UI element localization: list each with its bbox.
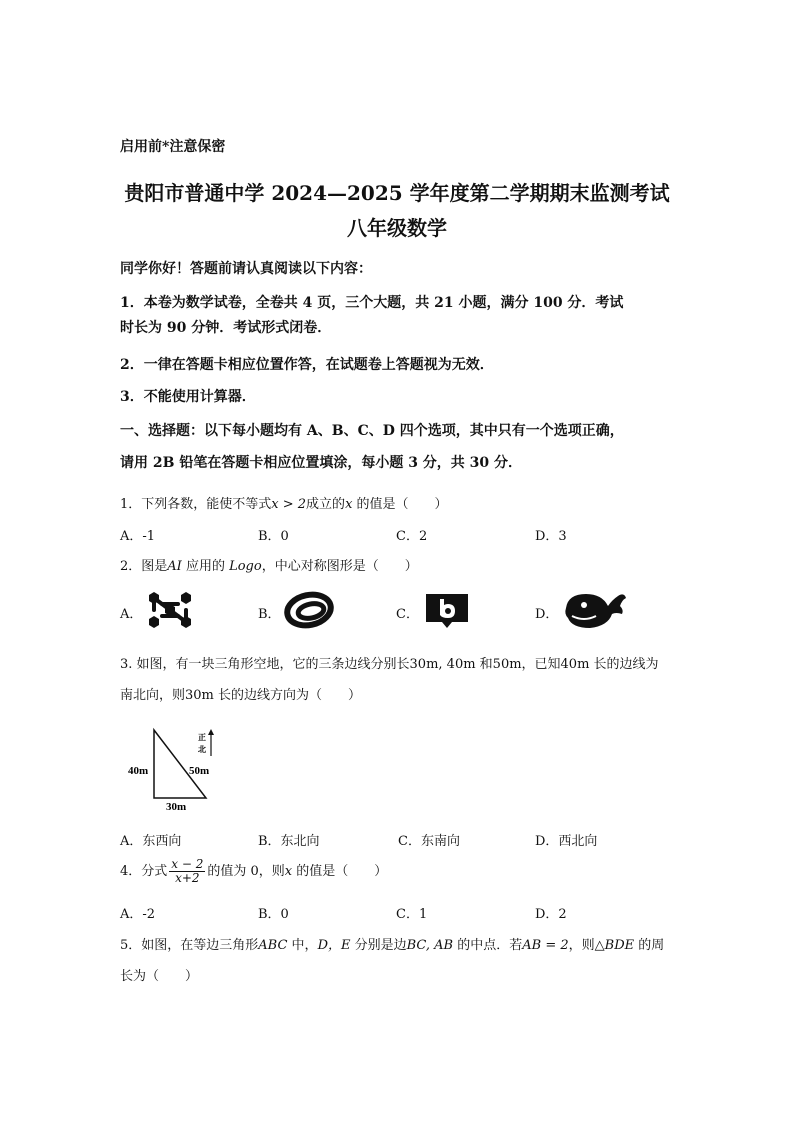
- q1-option-c: C．2: [396, 529, 428, 544]
- q5-suffix: 的周: [634, 938, 665, 953]
- q1-prefix: 1．下列各数，能使不等式: [120, 497, 272, 512]
- q3-option-a: A．东西向: [120, 834, 182, 849]
- q5-points: D，E: [317, 938, 351, 953]
- q2-suffix: ，中心对称图形是（ ）: [261, 559, 418, 574]
- q4-var: x: [284, 864, 293, 879]
- q2-prefix: 2．图是: [120, 559, 168, 574]
- fig-label-30m: 30m: [166, 801, 187, 813]
- triangle-field-figure: [126, 722, 226, 814]
- q1-mid: 成立的: [306, 497, 346, 512]
- question-3-line2: 南北向，则30m 长的边线方向为（ ）: [120, 688, 362, 703]
- question-3-line1: 3. 如图，有一块三角形空地，它的三条边线分别长30m, 40m 和50m，已知40m 长的边线为: [120, 657, 659, 672]
- q1-suffix: 的值是（ ）: [352, 497, 448, 512]
- q5-prefix: 5．如图，在等边三角形: [120, 938, 259, 953]
- q2-logo: Logo: [229, 559, 262, 574]
- q4-mid: 的值为 0，则: [207, 864, 285, 879]
- fig-label-bei: 北: [198, 745, 206, 754]
- question-4: [120, 858, 387, 885]
- q4-prefix: 4．分式: [120, 864, 168, 879]
- q4-option-b: B．0: [258, 907, 289, 922]
- q3-option-d: D．西北向: [535, 834, 598, 849]
- fig-label-40m: 40m: [128, 765, 149, 777]
- q2-mid: 应用的: [181, 559, 230, 574]
- q1-option-a: A．-1: [120, 529, 156, 544]
- q4-denominator: x+2: [175, 871, 200, 885]
- q4-suffix: 的值是（ ）: [292, 864, 388, 879]
- whale-logo-icon: [562, 588, 628, 632]
- q1-option-b: B．0: [258, 529, 289, 544]
- question-2: [120, 555, 418, 574]
- fig-label-50m: 50m: [189, 765, 210, 777]
- q5-triangle: ABC: [258, 938, 288, 953]
- q5-mid4: ，则: [568, 938, 595, 953]
- q4-option-d: D．2: [535, 907, 567, 922]
- section1-heading-line1: 一、选择题：以下每小题均有 A、B、C、D 四个选项，其中只有一个选项正确，: [120, 423, 624, 439]
- q2-option-c-label: C．: [396, 607, 419, 622]
- north-arrowhead-icon: [208, 729, 214, 735]
- question-5-line1: [120, 934, 664, 953]
- q4-numerator: x − 2: [171, 857, 204, 871]
- q2-option-d-label: D．: [535, 607, 559, 622]
- question-1: [120, 493, 448, 512]
- exam-title: 贵阳市普通中学 2024—2025 学年度第二学期期末监测考试: [124, 181, 670, 205]
- network-logo-icon: [146, 590, 194, 630]
- q2-ai: AI: [167, 559, 182, 574]
- q5-condition: AB = 2: [522, 938, 569, 953]
- instruction-1-line1: 1．本卷为数学试卷，全卷共 4 页，三个大题，共 21 小题，满分 100 分．考试: [120, 295, 624, 311]
- instruction-3: 3．不能使用计算器．: [120, 389, 256, 405]
- instruction-1-line2: 时长为 90 分钟．考试形式闭卷．: [120, 320, 332, 336]
- q5-mid3: 的中点．若: [453, 938, 523, 953]
- q4-option-a: A．-2: [120, 907, 156, 922]
- q2-option-b-label: B．: [258, 607, 281, 622]
- q3-option-c: C．东南向: [398, 834, 460, 849]
- question-5-line2: 长为（ ）: [120, 969, 199, 984]
- q3-option-b: B．东北向: [258, 834, 320, 849]
- q5-sides: BC, AB: [406, 938, 454, 953]
- exam-subtitle: 八年级数学: [347, 216, 447, 240]
- confidential-note: 启用前*注意保密: [120, 139, 226, 155]
- q4-option-c: C．1: [396, 907, 428, 922]
- fig-label-zheng: 正: [198, 733, 206, 742]
- q5-triangle2: △BDE: [594, 938, 635, 953]
- instructions-greeting: 同学你好！答题前请认真阅读以下内容：: [120, 261, 372, 277]
- ring-logo-icon: [283, 590, 337, 630]
- q5-mid2: 分别是边: [350, 938, 407, 953]
- instruction-2: 2．一律在答题卡相应位置作答，在试题卷上答题视为无效．: [120, 357, 494, 373]
- q1-inequality: x > 2: [271, 497, 307, 512]
- section1-heading-line2: 请用 2B 铅笔在答题卡相应位置填涂，每小题 3 分，共 30 分．: [120, 455, 523, 471]
- book-b-logo-icon: [424, 590, 470, 630]
- q4-fraction: [169, 858, 205, 885]
- q5-mid: 中，: [287, 938, 318, 953]
- q2-option-a-label: A．: [120, 607, 143, 622]
- q1-var: x: [345, 497, 353, 512]
- q1-option-d: D．3: [535, 529, 567, 544]
